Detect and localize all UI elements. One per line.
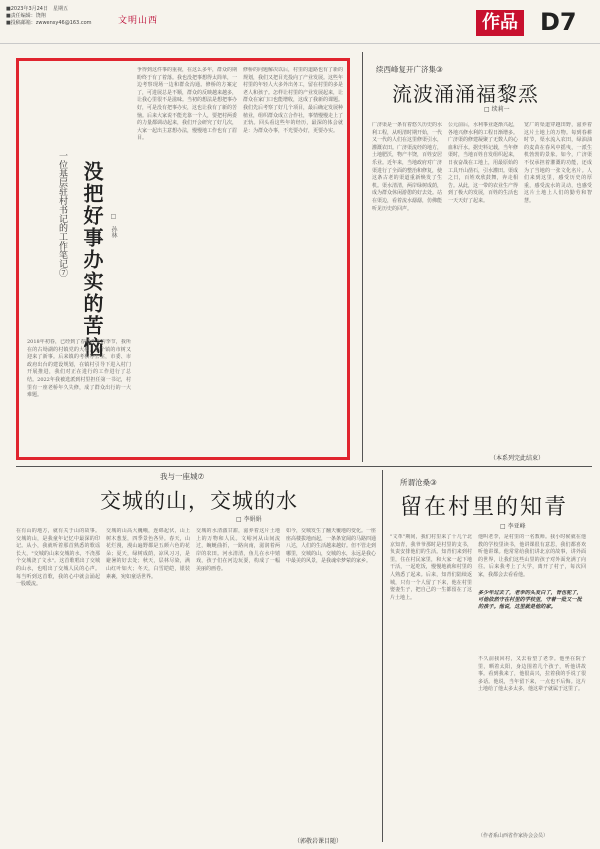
article4-author: □ 李娟娟: [236, 516, 262, 523]
article3-highlight-quote: 多少年过去了，老李的头发白了，背也驼了，可他依然守在村里的学校里，守着一批又一批的孩子。他说，这里就是他的家。: [478, 590, 582, 611]
article1-author: □ 孙林: [110, 213, 117, 238]
article1-subtitle: 一位基层驻村书记的工作笔记⑦: [57, 151, 67, 277]
article3-column-3: 不久前我回村，又去看望了老李。他坐在院子里，晒着太阳，身边围着几个孩子，听他讲故事。看到我来了，他很高兴，拉着我的手说了很多话。他说，当年留下来，一点也不后悔。这片土地给了他太多太多，他这辈子就属于这里了。: [478, 656, 586, 693]
article4-title: 交城的山，交城的水: [100, 489, 298, 513]
issue-meta: [6, 6, 92, 27]
article-no-empty-promises: [16, 58, 350, 460]
article4-column-1: 在有山的地方，就有关于山的故事。交城的山，是我童年记忆中最深的印记。从小，我就听着那首熟悉的歌谣长大，"交城的山来交城的水，不浇那个交城浇了文水"。这首歌唱出了交城的山水，也唱出了交城人民的心声。每当听到这首歌，我的心中就会涌起一股暖流。: [16, 528, 100, 588]
issue-date: ■2023年3月24日 星期五: [6, 6, 68, 12]
article3-kicker: 所谓沧桑③: [400, 478, 437, 487]
horizontal-divider: [16, 466, 592, 467]
page-header: [0, 0, 600, 44]
article2-column-2: 公元前后，水利事业逐渐兴起，各地兴修水利的工程日渐增多。广济渠的修建凝聚了无数人的心血和汗水。据史料记载，当年修渠时，当地百姓自发组织起来，日夜奋战在工地上，用最原始的工具开山凿石，引水灌田。渠成之日，百姓欢欣鼓舞，奔走相告。从此，这一带的农业生产得到了极大的发展，百姓的生活也一天天好了起来。: [448, 122, 518, 204]
article2-title: 流波涌涌福黎烝: [392, 82, 539, 106]
column-divider: [362, 52, 363, 462]
column-divider: [382, 470, 383, 842]
article4-column-2: 交城的山高大巍峨，连绵起伏，山上树木葱茏，四季景色各异。春天，山花烂漫，漫山遍野都是五颜六色的花朵；夏天，绿树成荫，凉风习习，是避暑的好去处；秋天，层林尽染，满山红叶如火；冬天，白雪皑皑，银装素裹，宛如童话世界。: [106, 528, 190, 580]
article1-column-3: 修桥的问题解决以后，村里的道路也有了新的规划，我们又把目光投向了产业发展。这些年村里的年轻人大多外出务工，留在村里的多是老人和孩子。怎样让村里的产业发展起来，让群众在家门口也能增收，这成了我新的课题。我们先后考察了好几个项目，最后确定发展种植业，组织群众成立合作社，事情慢慢走上了正轨。回头看这些年的经历，最深的体会就是：为群众办事，不光要办好，更要办实。: [243, 67, 343, 134]
article3-title: 留在村里的知青: [400, 495, 569, 520]
article2-kicker: 续西峰复开广济集③: [376, 65, 443, 74]
article1-intro: 2018年初春，已经到了春暖花开的季节，我所在的古坳湖的村镇党的大楼，整个镇的市树又迎来了新事。后来镇的考核办公室，市委、市政府出台的建设规划，在镇村引导下进入村门开展推进，我们对正在进行的工作进行了总结。2022年我被选派到村里担任第一书记，村里有一座老桥年久失修，成了群众出行的一大难题。: [27, 339, 131, 399]
article4-column-4: 如今，交城发生了翻天覆地的变化。一座座高楼拔地而起，一条条宽阔的马路四通八达，人们的生活越来越好。但不管走到哪里，交城的山，交城的水，永远是我心中最美的风景，是我魂牵梦萦的家乡。: [286, 528, 376, 565]
article3-column-1: "文革"期间，我们村里来了十几个北京知青，我爷爷那时是村里的支书，负责安排他们的生活。知青们来到村里，住在村民家里，和大家一起下地干活，一起吃饭，慢慢地就和村里的人熟悉了起来。后来，知青们陆续返城，只有一个人留了下来，他在村里娶妻生子，把自己的一生都留在了这片土地上。: [390, 534, 472, 601]
article1-column-2: 争得到这件事的重视，在这么多年，群众的期盼终于有了着落。我也没把事想得太简单，一边考察现场一边和群众沟通。修桥的方案定了，可进展总是不顺，群众的反映越来越多，让我心里很不是滋味。当初的想法是想把事办好，可是没有把事办实，这也让我有了新的苦恼。后来大家说不能光靠一个人，要把村两委的力量都调动起来，我们开会研究了好几次，大家一起出主意想办法，慢慢地工作也有了眉目。: [137, 67, 237, 142]
article4-column-3: 交城的水清澈甘甜，滋养着这片土地上的万物和人民。文峪河从山间流过，蜿蜒曲折，一路向南，滋润着两岸的农田。河水清清，鱼儿在水中嬉戏，孩子们在河边玩耍，构成了一幅美丽的画卷。: [196, 528, 280, 572]
issue-editor: ■责任编辑：饶翔: [6, 13, 46, 19]
article2-author: □ 续莉一: [484, 106, 510, 113]
page-number: D7: [540, 8, 577, 36]
newspaper-logo: 文明山西: [118, 16, 159, 26]
article1-title: 没把好事办实的苦恼: [80, 161, 104, 359]
article2-column-1: 广济渠是一条有着悠久历史的水利工程，从明清时期开始，一代又一代的人们在这里修渠引水，灌溉农田。广济渠流经的地方，土地肥沃，物产丰饶，百姓安居乐业。近年来，当地政府对广济渠进行了全面的整治和修复，使这条古老的渠道重新焕发了生机。渠水清清，两岸绿树成荫，成为群众休闲游憩的好去处。站在渠边，看着流水潺潺，仿佛能听见历史的回声。: [372, 122, 442, 212]
article3-author: □ 李亚峰: [500, 523, 526, 530]
article4-kicker: 我与一座城⑦: [160, 472, 205, 481]
article4-footer: （郭敬岩课目随）: [294, 838, 343, 845]
article3-author-note: （作者系山西省作家协会会员）: [478, 833, 549, 839]
article3-column-2: 他叫老李，是村里的一名教师。我小时候就在他教的学校里读书，他讲课很有意思，我们都喜欢听他讲课。他常常给我们讲北京的故事，讲外面的世界，让我们这些山里的孩子对外面充满了向往。后来我考上了大学，离开了村子，每次回家，我都会去看看他。: [478, 534, 586, 578]
issue-email: ■投稿邮箱：zwwensy46@163.com: [6, 20, 92, 26]
article2-footer: （本系列完此结束）: [490, 455, 545, 462]
section-badge: 作品: [476, 10, 524, 36]
article2-column-3: 宽广的渠道穿越田野，滋养着这片土地上的万物。每到春耕时节，渠水流入农田，绿油油的麦苗在春风中摇曳，一派生机勃勃的景象。如今，广济渠不仅承担着灌溉的功能，还成为了当地的一张文化名片。人们来到这里，感受历史的厚重，感受流水的灵动，也感受这片土地上人们的勤劳和智慧。: [524, 122, 592, 204]
